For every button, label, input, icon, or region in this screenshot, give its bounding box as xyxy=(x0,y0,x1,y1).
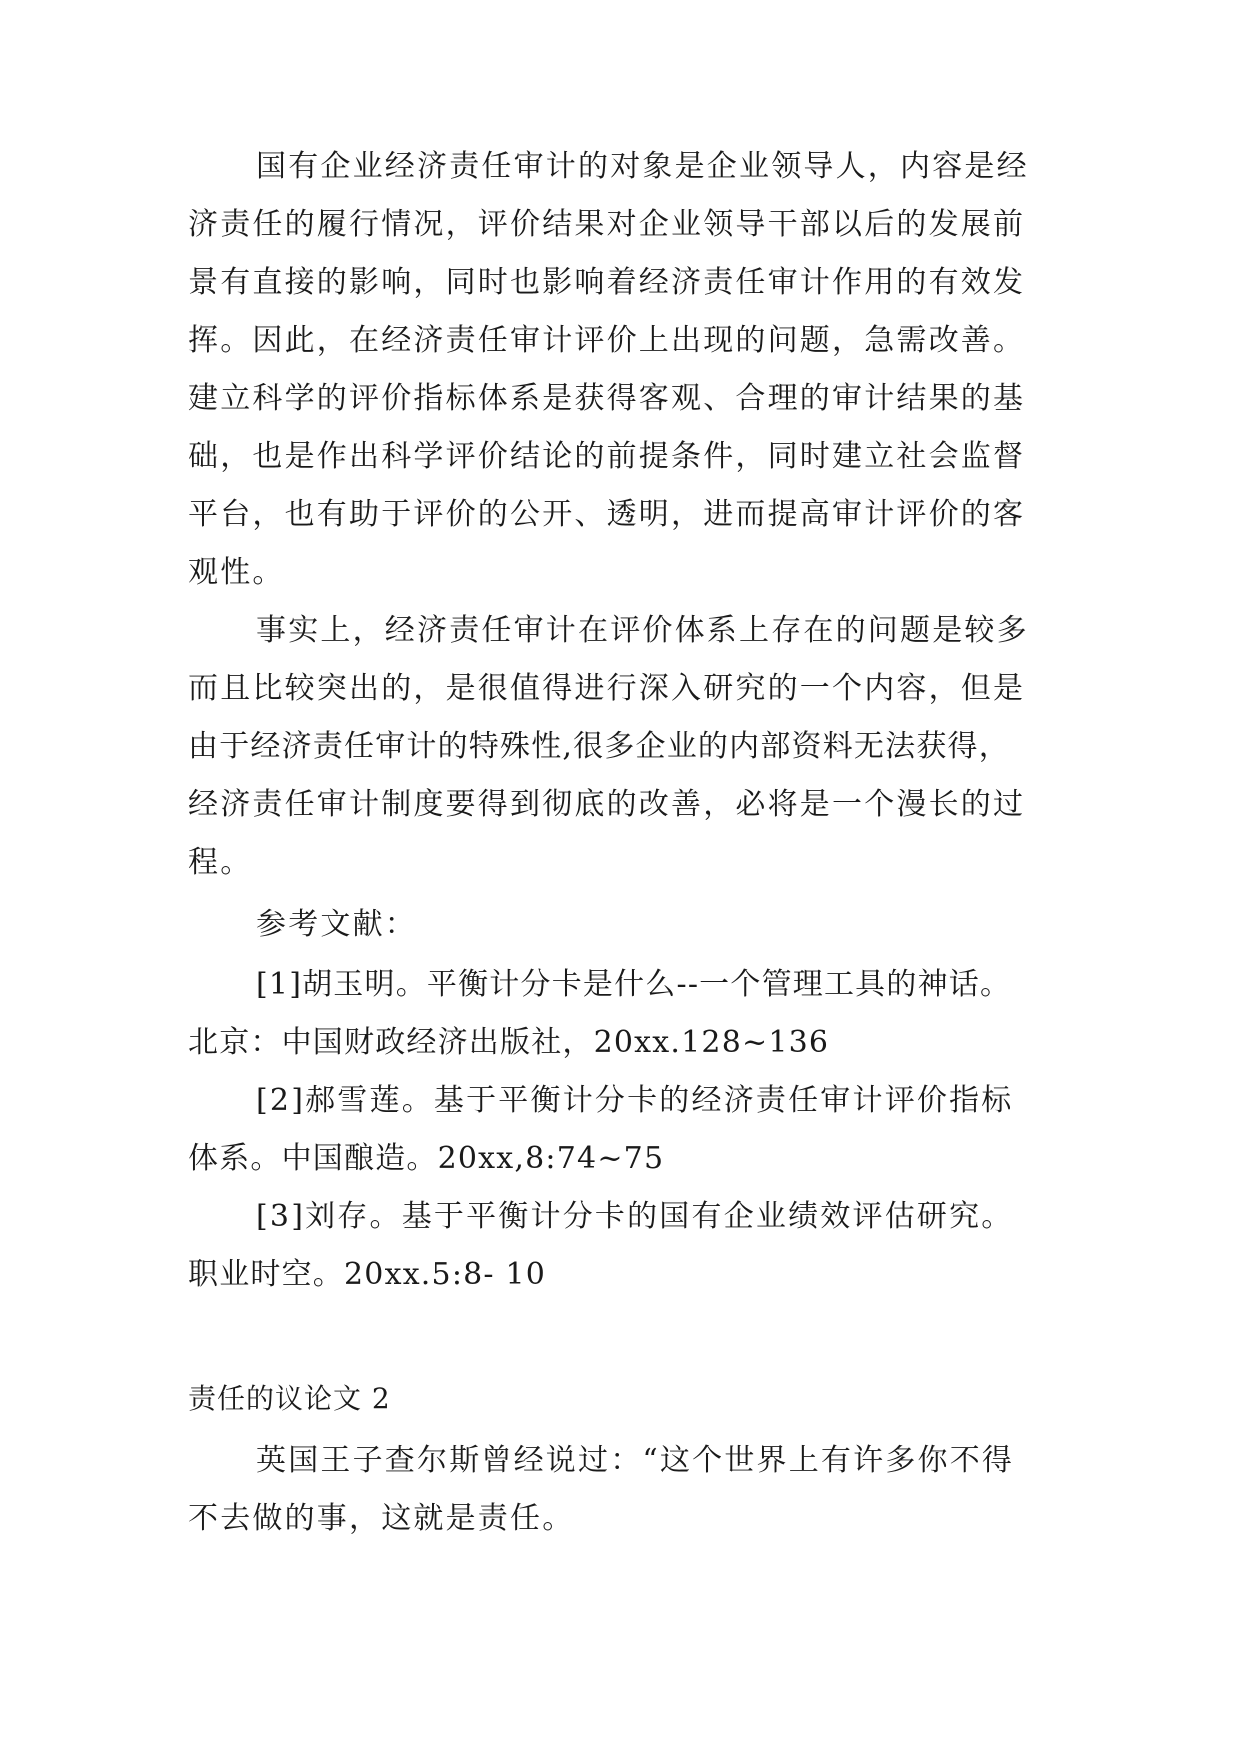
section-heading: 责任的议论文 2 xyxy=(188,1382,391,1415)
paragraph-line: 景有直接的影响，同时也影响着经济责任审计作用的有效发 xyxy=(188,265,1026,300)
paragraph-line: 经济责任审计制度要得到彻底的改善，必将是一个漫长的过 xyxy=(188,787,1026,822)
paragraph-line: 础，也是作出科学评价结论的前提条件，同时建立社会监督 xyxy=(188,439,1026,474)
paragraph-line: 而且比较突出的，是很值得进行深入研究的一个内容，但是 xyxy=(188,671,1026,706)
paragraph-line: 英国王子查尔斯曾经说过：“这个世界上有许多你不得 xyxy=(256,1443,1015,1478)
paragraph-line: 挥。因此，在经济责任审计评价上出现的问题，急需改善。 xyxy=(188,323,1026,358)
paragraph-line: 程。 xyxy=(188,845,253,880)
reference-item-continued: 职业时空。20xx.5:8- 10 xyxy=(188,1257,547,1292)
paragraph-line: 由于经济责任审计的特殊性,很多企业的内部资料无法获得， xyxy=(188,729,1010,764)
paragraph-line: 事实上，经济责任审计在评价体系上存在的问题是较多 xyxy=(256,613,1029,648)
paragraph-line: 不去做的事，这就是责任。 xyxy=(188,1501,575,1536)
reference-item-continued: 体系。中国酿造。20xx,8:74~75 xyxy=(188,1141,665,1176)
paragraph-line: 观性。 xyxy=(188,555,285,590)
paragraph-line: 平台，也有助于评价的公开、透明，进而提高审计评价的客 xyxy=(188,497,1026,532)
paragraph-line: 济责任的履行情况，评价结果对企业领导干部以后的发展前 xyxy=(188,207,1026,242)
paragraph-line: 建立科学的评价指标体系是获得客观、合理的审计结果的基 xyxy=(188,381,1026,416)
reference-item: [1]胡玉明。平衡计分卡是什么--一个管理工具的神话。 xyxy=(256,967,1012,1002)
reference-item-continued: 北京：中国财政经济出版社，20xx.128~136 xyxy=(188,1025,830,1060)
references-title: 参考文献： xyxy=(256,907,417,942)
paragraph-line: 国有企业经济责任审计的对象是企业领导人，内容是经 xyxy=(256,149,1029,184)
reference-item: [2]郝雪莲。基于平衡计分卡的经济责任审计评价指标 xyxy=(256,1083,1014,1118)
reference-item: [3]刘存。基于平衡计分卡的国有企业绩效评估研究。 xyxy=(256,1199,1014,1234)
